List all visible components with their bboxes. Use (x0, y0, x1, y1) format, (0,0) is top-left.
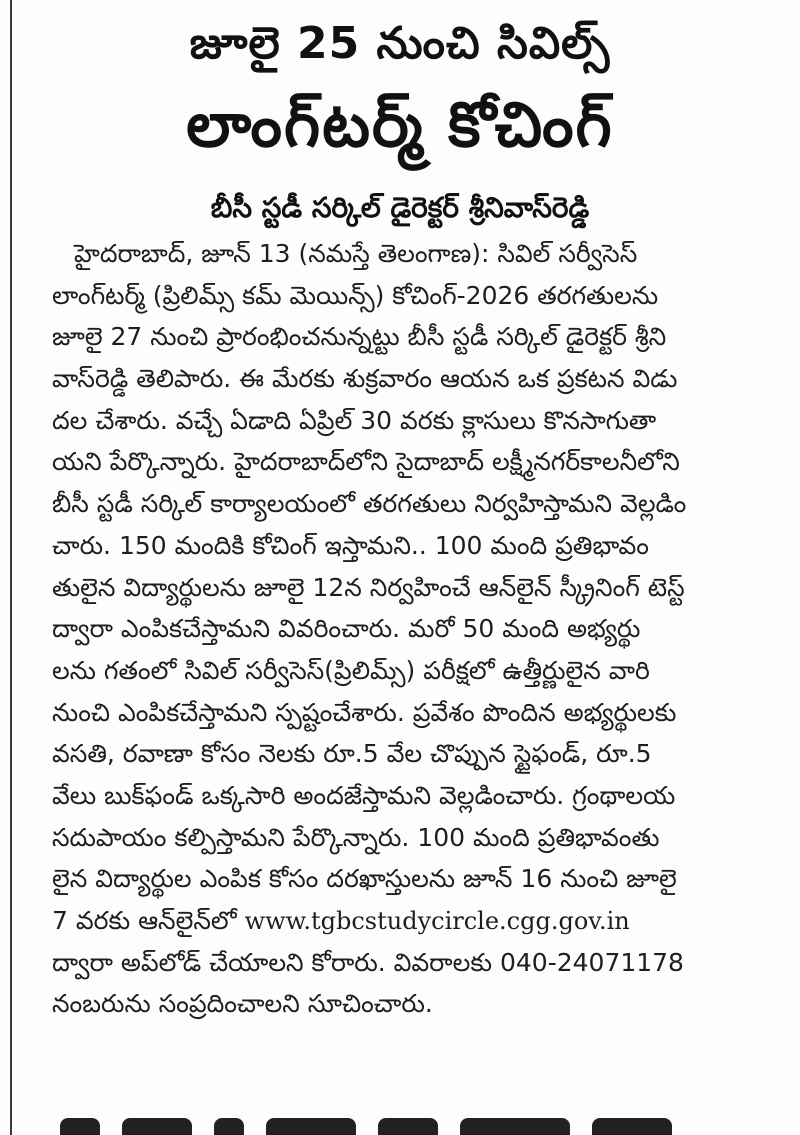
article-line: యని పేర్కొన్నారు. హైదరాబాద్‌లోని సైదాబాద్ లక్ష్మీనగర్‌కాలనీలోని (52, 447, 680, 477)
article-line-url (52, 900, 790, 942)
article-body (52, 233, 790, 1025)
article-line: లాంగ్‌టర్మ్ (ప్రిలిమ్స్ కమ్ మెయిన్స్) కోచింగ్-2026 తరగతులను (52, 280, 659, 310)
article-line: వసతి, రవాణా కోసం నెలకు రూ.5 వేల చొప్పున స్టైఫండ్, రూ.5 (52, 739, 652, 769)
article-line: బీసీ స్టడీ సర్కిల్ కార్యాలయంలో తరగతులు నిర్వహిస్తామని వెల్లడిం (52, 489, 687, 519)
website-url: www.tgbcstudycircle.cgg.gov.in (244, 907, 630, 935)
article-line: చారు. 150 మందికి కోచింగ్ ఇస్తామని.. 100 మంది ప్రతిభావం (52, 530, 649, 560)
article-line-last: నంబరును సంప్రదించాలని సూచించారు. (52, 989, 433, 1019)
article-line: సదుపాయం కల్పిస్తామని పేర్కొన్నారు. 100 మంది ప్రతిభావంతు (52, 822, 660, 852)
headline-line-1: జూలై 25 నుంచి సివిల్స్ (189, 18, 611, 69)
article-line: నుంచి ఎంపికచేస్తామని స్పష్టంచేశారు. ప్రవేశం పొందిన అభ్యర్థులకు (52, 697, 677, 727)
article-line: లను గతంలో సివిల్ సర్వీసెస్(ప్రిలిమ్స్) పరీక్షలో ఉత్తీర్ణులైన వారి (52, 655, 650, 685)
article-line: తులైన విద్యార్థులను జూలై 12న నిర్వహించే ఆన్‌లైన్ స్క్రీనింగ్ టెస్ట్ (52, 572, 685, 602)
byline: బీసీ స్టడీ సర్కిల్ డైరెక్టర్ శ్రీనివాస్‌రెడ్డి (210, 191, 590, 224)
article-line: హైదరాబాద్, జూన్ 13 (నమస్తే తెలంగాణ): సివిల్ సర్వీసెస్ (74, 239, 638, 268)
article-line: ద్వారా ఎంపికచేస్తామని వివరించారు. మరో 50 మంది అభ్యర్థు (52, 614, 641, 644)
article-line: జూలై 27 నుంచి ప్రారంభించనున్నట్టు బీసీ స్టడీ సర్కిల్ డైరెక్టర్ శ్రీని (52, 322, 667, 352)
article-line: వాస్‌రెడ్డి తెలిపారు. ఈ మేరకు శుక్రవారం ఆయన ఒక ప్రకటన విడు (52, 364, 678, 394)
column-divider (10, 0, 12, 1135)
article-line: దల చేశారు. వచ్చే ఏడాది ఏప్రిల్ 30 వరకు క్లాసులు కొనసాగుతా (52, 405, 657, 435)
url-line-prefix: 7 వరకు ఆన్‌లైన్‌లో (52, 906, 237, 935)
article-line: లైన విద్యార్థుల ఎంపిక కోసం దరఖాస్తులను జూన్ 16 నుంచి జూలై (52, 864, 677, 894)
article-line: వేలు బుక్‌ఫండ్ ఒక్కసారి అందజేస్తామని వెల్లడించారు. గ్రంథాలయ (52, 780, 676, 810)
headline-line-2: లాంగ్‌టర్మ్ కోచింగ్ (186, 88, 614, 161)
next-headline-fragment (60, 1118, 770, 1135)
article-line: ద్వారా అప్‌లోడ్ చేయాలని కోరారు. వివరాలకు 040-24071178 (52, 947, 684, 977)
